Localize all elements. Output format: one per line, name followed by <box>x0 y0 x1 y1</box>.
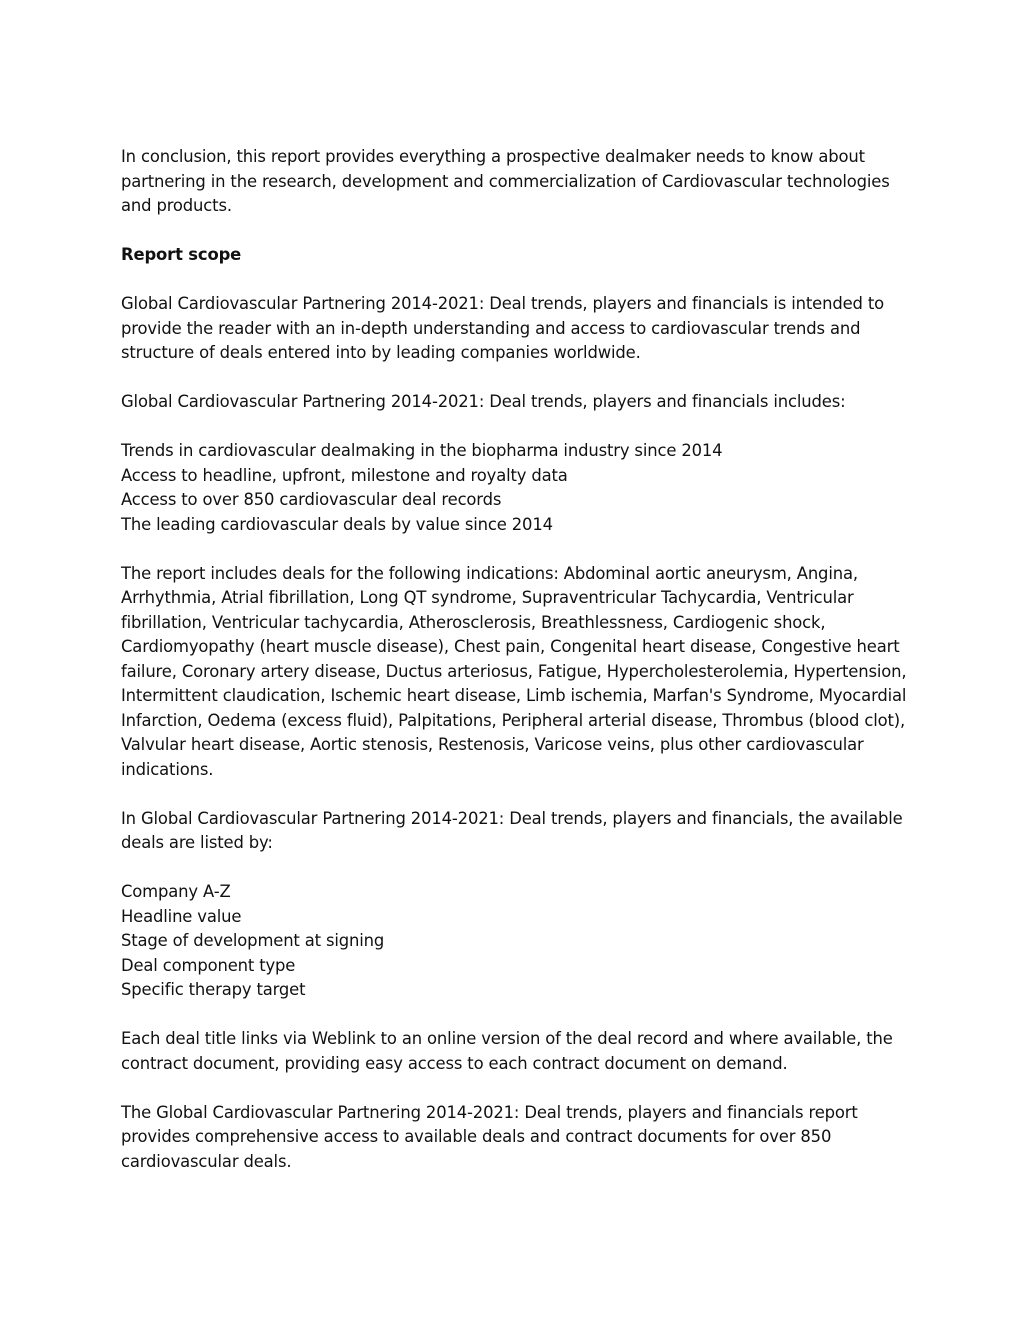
report-scope-heading: Report scope <box>121 245 242 264</box>
list-item: Access to over 850 cardiovascular deal records <box>121 490 502 509</box>
list-item: Trends in cardiovascular dealmaking in the biopharma industry since 2014 <box>121 441 723 460</box>
list-item: Headline value <box>121 906 242 926</box>
weblink-paragraph: Each deal title links via Weblink to an online version of the deal record and where available, the contract document, providing easy access to each contract document on demand. <box>121 1029 893 1073</box>
conclusion-paragraph: In conclusion, this report provides everything a prospective dealmaker needs to know about partnering in the research, development and commercialization of Cardiovascular technologies and products. <box>121 147 890 215</box>
intended-paragraph: Global Cardiovascular Partnering 2014-2021: Deal trends, players and financials is intended to provide the reader with an in-depth understanding and access to cardiovascular trends and structure of deals entered into by leading companies worldwide. <box>121 294 884 362</box>
list-item: Stage of development at signing <box>121 931 385 950</box>
list-item: Deal component type <box>121 955 296 975</box>
list-item: The leading cardiovascular deals by value since 2014 <box>121 514 553 534</box>
list-item: Access to headline, upfront, milestone and royalty data <box>121 465 568 485</box>
list-item: Company A-Z <box>121 882 231 901</box>
includes-list <box>121 439 921 537</box>
indications-paragraph: The report includes deals for the following indications: Abdominal aortic aneurysm, Angina, Arrhythmia, Atrial fibrillation, Long QT syndrome, Supraventricular Tachycardia, Ventricular fibrillation, Ventricular tachycardia, Atherosclerosis, Breathlessness, Cardiogenic shock, Cardiomyopathy (heart muscle disease), Chest pain, Congenital heart disease, Congestive heart failure, Coronary artery disease, Ductus arteriosus, Fatigue, Hypercholesterolemia, Hypertension, Intermittent claudication, Ischemic heart disease, Limb ischemia, Marfan's Syndrome, Myocardial Infarction, Oedema (excess fluid), Palpitations, Peripheral arterial disease, Thrombus (blood clot), Valvular heart disease, Aortic stenosis, Restenosis, Varicose veins, plus other cardiovascular indications. <box>121 563 907 779</box>
listed-by-paragraph: In Global Cardiovascular Partnering 2014-2021: Deal trends, players and financials, the available deals are listed by: <box>121 808 903 852</box>
listed-by-list <box>121 880 921 1003</box>
includes-paragraph: Global Cardiovascular Partnering 2014-2021: Deal trends, players and financials includes: <box>121 392 846 411</box>
final-paragraph: The Global Cardiovascular Partnering 2014-2021: Deal trends, players and financials report provides comprehensive access to available deals and contract documents for over 850 cardiovascular deals. <box>121 1102 858 1171</box>
document-page <box>121 145 921 1199</box>
list-item: Specific therapy target <box>121 980 306 999</box>
